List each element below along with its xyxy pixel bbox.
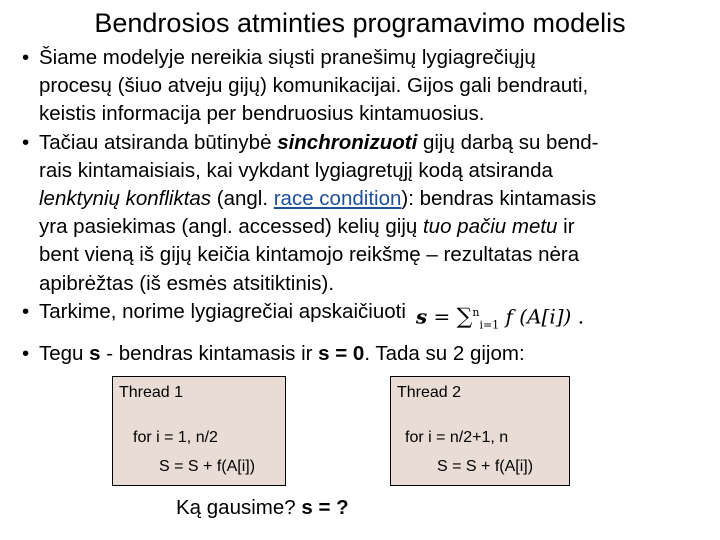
bullet2-line3 <box>39 185 712 213</box>
thread-1-header: Thread 1 <box>119 384 184 401</box>
formula-lower-limit: i=1 <box>479 318 500 332</box>
thread-1-loop: for i = 1, n/2 <box>133 429 218 446</box>
thread-2-header: Thread 2 <box>397 384 462 401</box>
sum-formula <box>416 299 584 340</box>
emphasis-same-time: tuo pačiu metu <box>422 215 558 239</box>
question-line <box>176 494 349 522</box>
formula-upper-limit: n <box>472 306 480 320</box>
bullet2-line5: bent vieną iš gijų keičia kintamojo reikšmę – rezultatas nėra <box>39 243 580 267</box>
bullet-item-2 <box>22 129 712 298</box>
formula-equals: = <box>433 304 451 329</box>
bullet-list <box>22 44 712 368</box>
bullet-marker: • <box>22 299 30 323</box>
emphasis-race-conflict: lenktynių konfliktas <box>39 187 212 211</box>
slide-title: Bendrosios atminties programavimo modelis <box>94 8 626 38</box>
bullet-item-1 <box>22 44 712 129</box>
thread-1-body: S = S + f(A[i]) <box>159 458 256 475</box>
bullet2-text: yra pasiekimas (angl. accessed) kelių gijų <box>39 215 423 239</box>
bullet3-text: Tarkime, norime lygiagrečiai apskaičiuoti <box>39 299 406 323</box>
bullet-marker: • <box>22 130 30 154</box>
emphasis-synchronize: sinchronizuoti <box>277 130 418 154</box>
bullet2-text: gijų darbą su bend- <box>417 130 599 154</box>
race-condition-link[interactable]: race condition <box>273 187 402 211</box>
formula-body: f (A[i]) <box>505 304 572 329</box>
formula-period: . <box>577 304 585 329</box>
variable-s: s <box>89 342 101 366</box>
bullet4-text: - bendras kintamasis ir <box>100 342 319 366</box>
bullet4-line1 <box>39 340 712 368</box>
bullet2-line1 <box>39 129 712 157</box>
bullet3-line1 <box>39 298 712 340</box>
bullet1-line3: keistis informacija per bendruosius kintamuosius. <box>39 102 485 126</box>
expression-s-zero: s = 0 <box>318 342 365 366</box>
bullet2-line2: rais kintamaisiais, kai vykdant lygiagretųjį kodą atsiranda <box>39 158 553 182</box>
bullet-marker: • <box>22 342 30 366</box>
thread-2-box <box>390 376 570 486</box>
question-expression: s = ? <box>301 496 349 519</box>
bullet-marker: • <box>22 46 30 69</box>
bullet2-line4 <box>39 213 712 241</box>
thread-2-body: S = S + f(A[i]) <box>437 458 534 475</box>
bullet4-text: . Tada su 2 gijom: <box>364 342 525 366</box>
bullet2-text: ir <box>557 215 575 239</box>
bullet1-line2: procesų (šiuo atveju gijų) komunikacijai. Gijos gali bendrauti, <box>39 74 589 98</box>
thread-1-box <box>112 376 286 486</box>
bullet1-line1: Šiame modelyje nereikia siųsti pranešimų lygiagrečiųjų <box>39 46 536 69</box>
bullet2-text: Tačiau atsiranda būtinybė <box>39 130 278 154</box>
bullet-item-3 <box>22 298 712 340</box>
formula-lhs: s <box>415 304 428 329</box>
bullet2-text: ): bendras kintamasis <box>401 187 597 211</box>
bullet-item-4 <box>22 340 712 368</box>
bullet2-text: (angl. <box>211 187 274 211</box>
sigma-symbol: ∑ <box>456 304 473 330</box>
question-text: Ką gausime? <box>176 496 302 519</box>
thread-2-loop: for i = n/2+1, n <box>405 429 509 446</box>
bullet4-text: Tegu <box>39 342 90 366</box>
bullet2-line6: apibrėžtas (iš esmės atsitiktinis). <box>39 271 335 295</box>
